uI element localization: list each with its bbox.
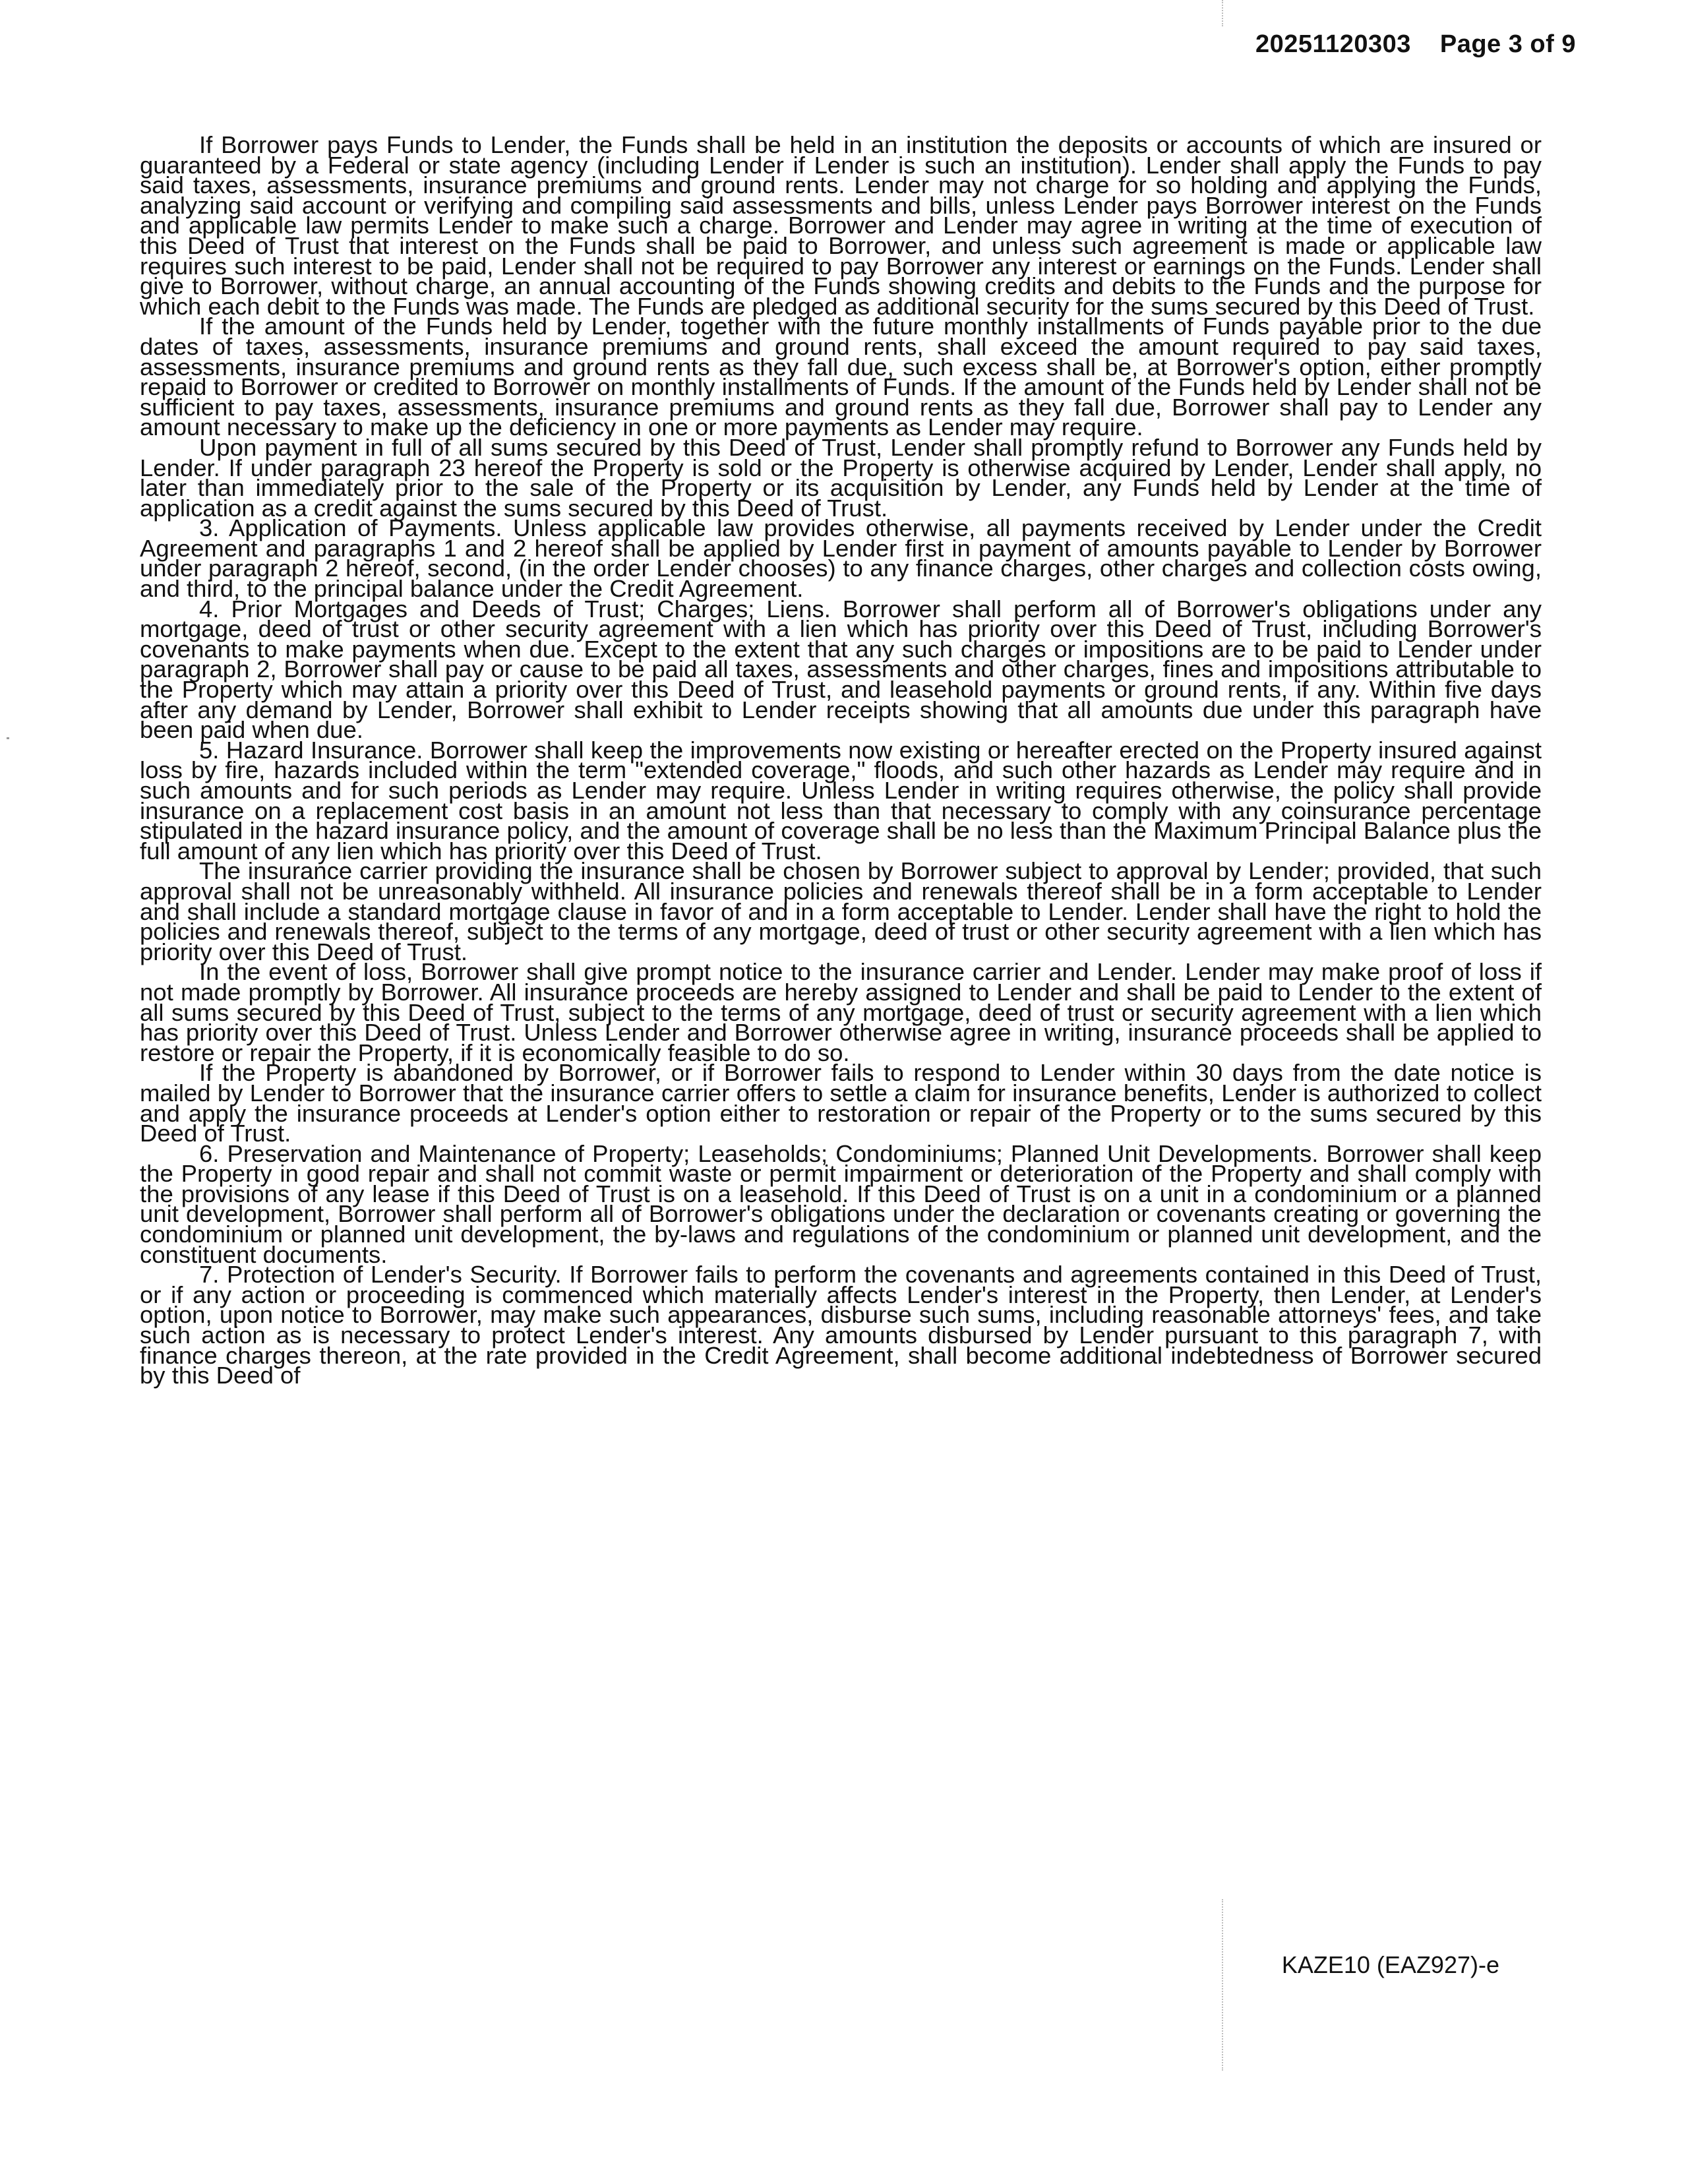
paragraph-3-application-of-payments: 3. Application of Payments. Unless applicable law provides otherwise, all payments received by Lender under the Credit Agreement and paragraphs 1 and 2 hereof shall be applied by Lender first in payment of amounts payable to Lender by Borrower under paragraph 2 hereof, second, (in the order Lender chooses) to any finance charges, other charges and collection costs owing, and third, to the principal balance under the Credit Agreement.: [140, 514, 1542, 603]
paragraph-7-protection: 7. Protection of Lender's Security. If Borrower fails to perform the covenants and agreements contained in this Deed of Trust, or if any action or proceeding is commenced which materially affects Lender's interest in the Property, then Lender, at Lender's option, upon notice to Borrower, may make such appearances, disburse such sums, including reasonable attorneys' fees, and take such action as is necessary to protect Lender's interest. Any amounts disbursed by Lender pursuant to this paragraph 7, with finance charges thereon, at the rate provided in the Credit Agreement, shall become additional indebtedness of Borrower secured by this Deed of: [140, 1261, 1542, 1389]
document-number: 20251120303: [1255, 30, 1411, 58]
paragraph-event-of-loss: In the event of loss, Borrower shall give prompt notice to the insurance carrier and Lender. Lender may make proof of loss if not made promptly by Borrower. All insurance proceeds are hereby assigned to Lender and shall be paid to Lender to the extent of all sums secured by this Deed of Trust, subject to the terms of any mortgage, deed of trust or security agreement with a lien which has priority over this Deed of Trust. Unless Lender and Borrower otherwise agree in writing, insurance proceeds shall be applied to restore or repair the Property, if it is economically feasible to do so.: [140, 958, 1542, 1066]
scan-artifact-line: [1222, 1899, 1223, 2071]
paragraph-6-preservation: 6. Preservation and Maintenance of Property; Leaseholds; Condominiums; Planned Unit Developments. Borrower shall keep the Property in good repair and shall not commit waste or permit impairment or deterioration of the Property and shall comply with the provisions of any lease if this Deed of Trust is on a leasehold. If this Deed of Trust is on a unit in a condominium or a planned unit development, Borrower shall perform all of Borrower's obligations under the declaration or covenants creating or governing the condominium or planned unit development, the by-laws and regulations of the condominium or planned unit development, and the constituent documents.: [140, 1139, 1542, 1268]
page-header: [1255, 30, 1576, 59]
paragraph-4-prior-mortgages: 4. Prior Mortgages and Deeds of Trust; Charges; Liens. Borrower shall perform all of Borrower's obligations under any mortgage, deed of trust or other security agreement with a lien which has priority over this Deed of Trust, including Borrower's covenants to make payments when due. Except to the extent that any such charges or impositions are to be paid to Lender under paragraph 2, Borrower shall pay or cause to be paid all taxes, assessments and other charges, fines and impositions attributable to the Property which may attain a priority over this Deed of Trust, and leasehold payments or ground rents, if any. Within five days after any demand by Lender, Borrower shall exhibit to Lender receipts showing that all amounts due under this paragraph have been paid when due.: [140, 595, 1542, 744]
paragraph-property-abandoned: If the Property is abandoned by Borrower, or if Borrower fails to respond to Lender within 30 days from the date notice is mailed by Lender to Borrower that the insurance carrier offers to settle a claim for insurance benefits, Lender is authorized to collect and apply the insurance proceeds at Lender's option either to restoration or repair of the Property or to the sums secured by this Deed of Trust.: [140, 1059, 1542, 1147]
paragraph-funds-held: If Borrower pays Funds to Lender, the Funds shall be held in an institution the deposits or accounts of which are insured or guaranteed by a Federal or state agency (including Lender if Lender is such an institution). Lender shall apply the Funds to pay said taxes, assessments, insurance premiums and ground rents. Lender may not charge for so holding and applying the Funds, analyzing said account or verifying and compiling said assessments and bills, unless Lender pays Borrower interest on the Funds and applicable law permits Lender to make such a charge. Borrower and Lender may agree in writing at the time of execution of this Deed of Trust that interest on the Funds shall be paid to Borrower, and unless such agreement is made or applicable law requires such interest to be paid, Lender shall not be required to pay Borrower any interest or earnings on the Funds. Lender shall give to Borrower, without charge, an annual accounting of the Funds showing credits and debits to the Funds and the purpose for which each debit to the Funds was made. The Funds are pledged as additional security for the sums secured by this Deed of Trust.: [140, 131, 1542, 320]
scan-artifact-mark: [7, 737, 9, 739]
form-code: KAZE10 (EAZ927)-e: [1281, 1951, 1499, 1978]
paragraph-insurance-carrier: The insurance carrier providing the insurance shall be chosen by Borrower subject to approval by Lender; provided, that such approval shall not be unreasonably withheld. All insurance policies and renewals thereof shall be in a form acceptable to Lender and shall include a standard mortgage clause in favor of and in a form acceptable to Lender. Lender shall have the right to hold the policies and renewals thereof, subject to the terms of any mortgage, deed of trust or other security agreement with a lien which has priority over this Deed of Trust.: [140, 857, 1542, 965]
paragraph-5-hazard-insurance: 5. Hazard Insurance. Borrower shall keep the improvements now existing or hereafter erected on the Property insured against loss by fire, hazards included within the term "extended coverage," floods, and such other hazards as Lender may require and in such amounts and for such periods as Lender may require. Unless Lender in writing requires otherwise, the policy shall provide insurance on a replacement cost basis in an amount not less than that necessary to comply with any coinsurance percentage stipulated in the hazard insurance policy, and the amount of coverage shall be no less than the Maximum Principal Balance plus the full amount of any lien which has priority over this Deed of Trust.: [140, 736, 1542, 864]
scan-artifact-line: [1222, 0, 1223, 26]
paragraph-funds-excess: If the amount of the Funds held by Lender, together with the future monthly installments of Funds payable prior to the due dates of taxes, assessments, insurance premiums and ground rents, shall exceed the amount required to pay said taxes, assessments, insurance premiums and ground rents as they fall due, such excess shall be, at Borrower's option, either promptly repaid to Borrower or credited to Borrower on monthly installments of Funds. If the amount of the Funds held by Lender shall not be sufficient to pay taxes, assessments, insurance premiums and ground rents as they fall due, Borrower shall pay to Lender any amount necessary to make up the deficiency in one or more payments as Lender may require.: [140, 313, 1542, 441]
document-body: [140, 131, 1542, 1389]
paragraph-funds-refund: Upon payment in full of all sums secured by this Deed of Trust, Lender shall promptly refund to Borrower any Funds held by Lender. If under paragraph 23 hereof the Property is sold or the Property is otherwise acquired by Lender, Lender shall apply, no later than immediately prior to the sale of the Property or its acquisition by Lender, any Funds held by Lender at the time of application as a credit against the sums secured by this Deed of Trust.: [140, 433, 1542, 522]
page-number-label: Page 3 of 9: [1439, 30, 1576, 58]
